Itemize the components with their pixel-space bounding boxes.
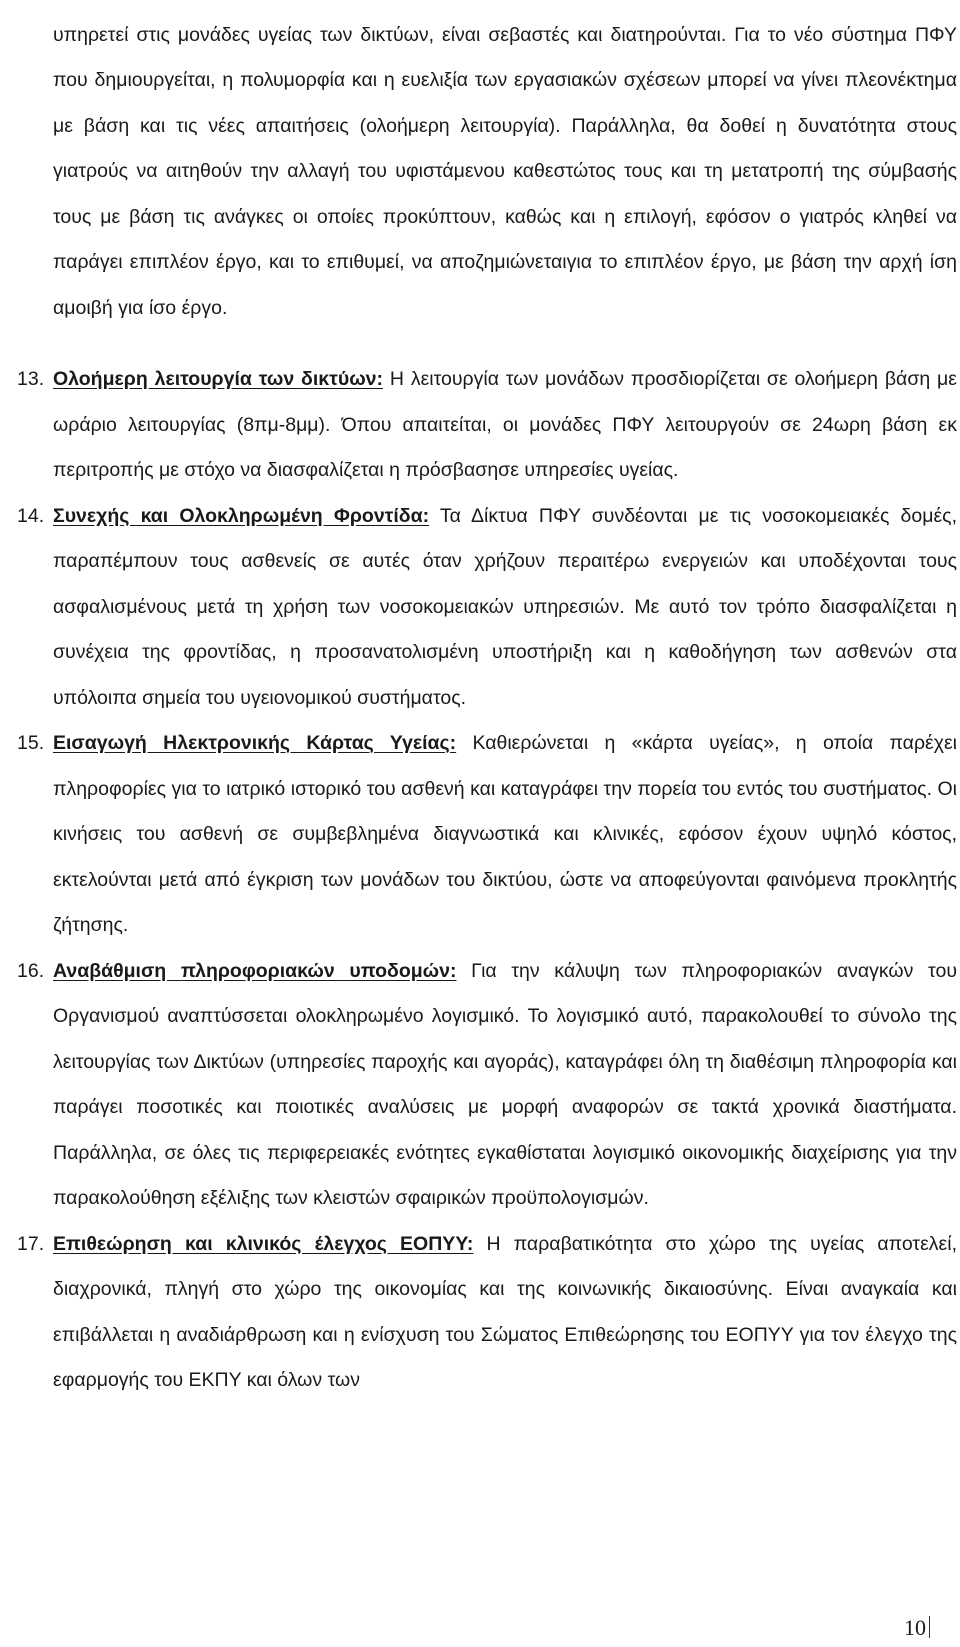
list-item-title: Ολοήμερη λειτουργία των δικτύων: [53, 368, 384, 390]
list-item-body: Η λειτουργία των μονάδων προσδιορίζεται σε ολοήμερη βάση με ωράριο λειτουργίας (8πμ-8μμ). Όπου απαιτείται, οι μονάδες ΠΦΥ λειτουργούν σε 24ωρη βάση εκ περιτροπής με στόχο να διασφαλίζεται η πρόσβασησε υπηρεσίες υγείας. [53, 368, 957, 481]
list-item-17 [0, 1222, 957, 1404]
list-item-body: Τα Δίκτυα ΠΦΥ συνδέονται με τις νοσοκομειακές δομές, παραπέμπουν τους ασθενείς σε αυτές όταν χρήζουν περαιτέρω ενεργειών και υποδέχονται τους ασφαλισμένους μετά τη χρήση των νοσοκομειακών υπηρεσιών. Με αυτό τον τρόπο διασφαλίζεται η συνέχεια της φροντίδας, η προσανατολισμένη υποστήριξη και η καθοδήγηση των ασθενών στα υπόλοιπα σημεία του υγειονομικού συστήματος. [53, 504, 957, 709]
numbered-list [0, 357, 960, 1404]
list-item-body: Η παραβατικότητα στο χώρο της υγείας αποτελεί, διαχρονικά, πληγή στο χώρο της οικονομίας και της κοινωνικής δικαιοσύνης. Είναι αναγκαία και επιβάλλεται η αναδιάρθρωση και η ενίσχυση του Σώματος Επιθεώρησης του ΕΟΠΥΥ για τον έλεγχο της εφαρμογής του ΕΚΠΥ και όλων των [53, 1232, 957, 1391]
intro-paragraph: υπηρετεί στις μονάδες υγείας των δικτύων, είναι σεβαστές και διατηρούνται. Για το νέο σύστημα ΠΦΥ που δημιουργείται, η πολυμορφία και η ευελιξία των εργασιακών σχέσεων μπορεί να γίνει πλεονέκτημα με βάση και τις νέες απαιτήσεις (ολοήμερη λειτουργία). Παράλληλα, θα δοθεί η δυνατότητα στους γιατρούς να αιτηθούν την αλλαγή του υφιστάμενου καθεστώτος τους και τη μετατροπή της σύμβασής τους με βάση τις ανάγκες οι οποίες προκύπτουν, καθώς και η επιλογή, εφόσον ο γιατρός κληθεί να παράγει επιπλέον έργο, και το επιθυμεί, να αποζημιώνεταιγια το επιπλέον έργο, με βάση την αρχή ίση αμοιβή για ίσο έργο. [53, 23, 957, 319]
list-item-number: 13. [17, 368, 45, 390]
page-number-divider [929, 1616, 930, 1638]
list-item-number: 15. [17, 732, 45, 754]
list-item-body: Για την κάλυψη των πληροφοριακών αναγκών του Οργανισμού αναπτύσσεται ολοκληρωμένο λογισμικό. Το λογισμικό αυτό, παρακολουθεί το σύνολο της λειτουργίας των Δικτύων (υπηρεσίες παροχής και αγοράς), καταγράφει όλη τη διαθέσιμη πληροφορία και παράγει ποσοτικές και ποιοτικές αναλύσεις με μορφή αναφορών σε τακτά χρονικά διαστήματα. Παράλληλα, σε όλες τις περιφερειακές ενότητες εγκαθίσταται λογισμικό οικονομικής διαχείρισης για την παρακολούθηση εξέλιξης των κλειστών σφαιρικών προϋπολογισμών. [53, 959, 957, 1209]
list-item-number: 16. [17, 959, 45, 982]
list-item-14 [0, 494, 957, 722]
list-item-15 [0, 721, 957, 949]
list-item-16 [0, 949, 957, 1222]
list-item-body: Καθιερώνεται η «κάρτα υγείας», η οποία παρέχει πληροφορίες για το ιατρικό ιστορικό του ασθενή και καταγράφει την πορεία του εντός του συστήματος. Οι κινήσεις του ασθενή σε συμβεβλημένα διαγνωστικά και κλινικές, εφόσον έχουν υψηλό κόστος, εκτελούνται μετά από έγκριση των μονάδων του δικτύου, ώστε να αποφεύγονται φαινόμενα προκλητής ζήτησης. [53, 732, 957, 936]
list-item-title: Εισαγωγή Ηλεκτρονικής Κάρτας Υγείας: [53, 732, 457, 754]
list-item-title: Επιθεώρηση και κλινικός έλεγχος ΕΟΠΥΥ: [53, 1232, 474, 1255]
list-item-number: 14. [17, 504, 45, 527]
list-item-title: Αναβάθμιση πληροφοριακών υποδομών: [53, 959, 457, 982]
list-item-13 [0, 357, 957, 494]
page-number-text: 10 [904, 1615, 926, 1640]
page-number [904, 1615, 930, 1641]
list-item-number: 17. [17, 1232, 45, 1255]
list-item-title: Συνεχής και Ολοκληρωμένη Φροντίδα: [53, 504, 430, 527]
